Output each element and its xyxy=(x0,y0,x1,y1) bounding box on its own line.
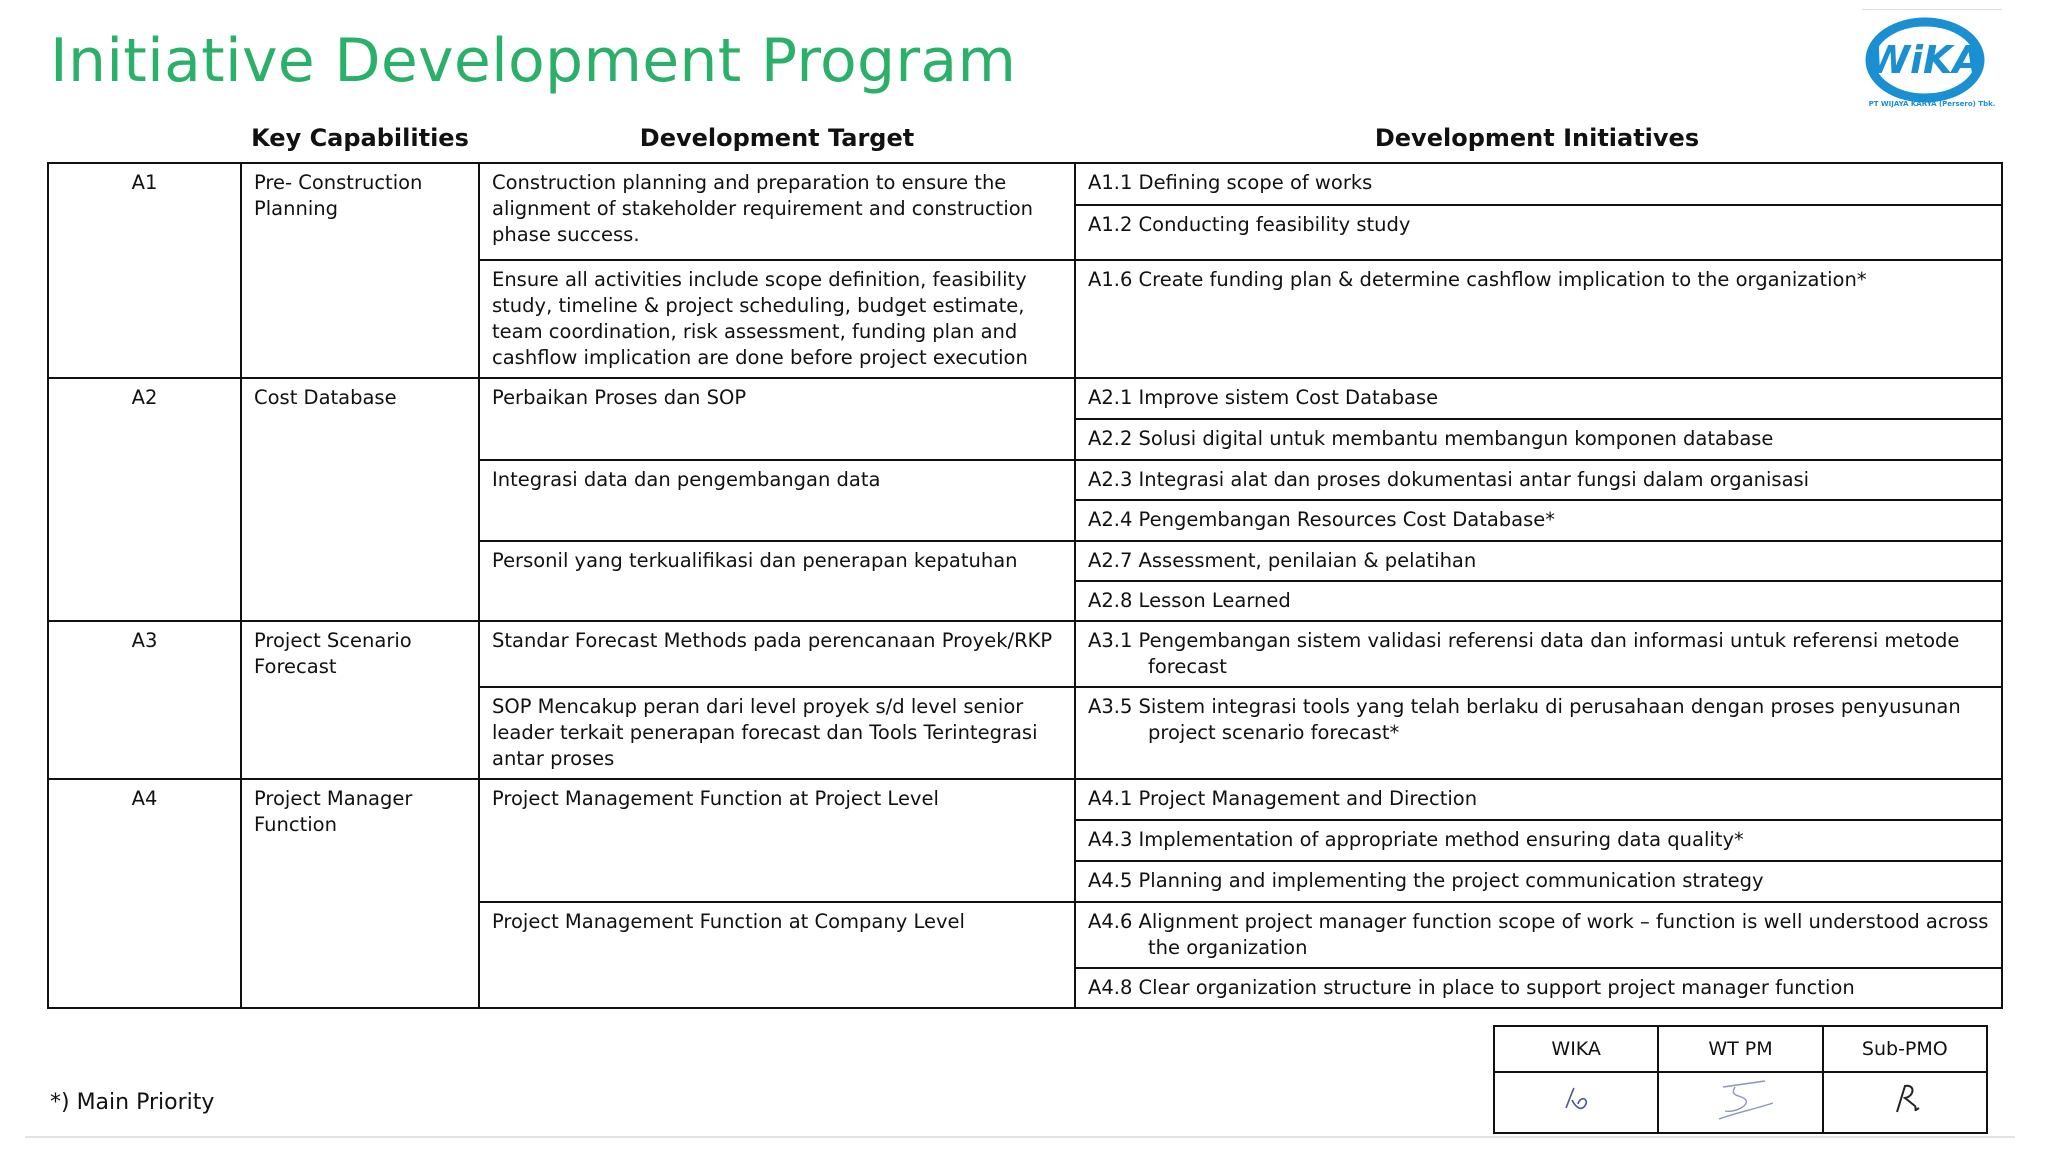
header-development-target: Development Target xyxy=(639,124,915,152)
logo-tagline: PT WIJAYA KARYA (Persero) Tbk. xyxy=(1868,100,1996,108)
row-code: A2 xyxy=(48,378,241,621)
row-target: Project Management Function at Project Level xyxy=(479,779,1075,902)
signature-subpmo xyxy=(1823,1072,1987,1133)
signature-wtpm xyxy=(1658,1072,1822,1133)
initiative-cell xyxy=(1075,687,2002,779)
row-target: Personil yang terkualifikasi dan penerapan kepatuhan xyxy=(479,541,1075,621)
initiative-table xyxy=(47,162,2003,1009)
signoff-subpmo-label: Sub-PMO xyxy=(1823,1026,1987,1072)
row-code: A3 xyxy=(48,621,241,779)
initiative-cell: A4.5 Planning and implementing the project communication strategy xyxy=(1075,861,2002,902)
signoff-signature-row xyxy=(1494,1072,1987,1133)
initiative-cell xyxy=(1075,902,2002,968)
row-target: SOP Mencakup peran dari level proyek s/d level senior leader terkait penerapan forecast dan Tools Terintegrasi antar proses xyxy=(479,687,1075,779)
initiative-cell: A4.3 Implementation of appropriate method ensuring data quality* xyxy=(1075,820,2002,861)
row-capability: Cost Database xyxy=(241,378,479,621)
initiative-cell: A2.1 Improve sistem Cost Database xyxy=(1075,378,2002,419)
row-capability: Project Manager Function xyxy=(241,779,479,1008)
initiative-cell: A4.8 Clear organization structure in place to support project manager function xyxy=(1075,968,2002,1008)
table-row xyxy=(48,621,2002,687)
logo-text: WiKA xyxy=(1868,38,1982,82)
header-key-capabilities: Key Capabilities xyxy=(251,124,469,152)
row-capability: Pre- Construction Planning xyxy=(241,163,479,378)
row-target: Standar Forecast Methods pada perencanaan Proyek/RKP xyxy=(479,621,1075,687)
initiative-text: A3.1 Pengembangan sistem validasi referensi data dan informasi untuk referensi metode forecast xyxy=(1088,629,1960,678)
signature-wika-mark xyxy=(1546,1078,1606,1122)
header-development-initiatives: Development Initiatives xyxy=(1374,124,1700,152)
row-target: Ensure all activities include scope definition, feasibility study, timeline & project scheduling, budget estimate, team coordination, risk assessment, funding plan and cashflow implication are done before project execution xyxy=(479,260,1075,378)
signoff-header-row xyxy=(1494,1026,1987,1072)
footnote: *) Main Priority xyxy=(50,1090,215,1115)
table-row xyxy=(48,779,2002,820)
row-target: Project Management Function at Company Level xyxy=(479,902,1075,1008)
page-title: Initiative Development Program xyxy=(50,26,1017,96)
row-target: Integrasi data dan pengembangan data xyxy=(479,460,1075,541)
initiative-text: A4.6 Alignment project manager function scope of work – function is well understood across the organization xyxy=(1088,910,1989,959)
initiative-text: A3.5 Sistem integrasi tools yang telah berlaku di perusahaan dengan proses penyusunan project scenario forecast* xyxy=(1088,695,1961,744)
row-code: A1 xyxy=(48,163,241,378)
table-row xyxy=(48,378,2002,419)
row-target: Construction planning and preparation to ensure the alignment of stakeholder requirement and construction phase success. xyxy=(479,163,1075,260)
initiative-cell: A1.6 Create funding plan & determine cashflow implication to the organization* xyxy=(1075,260,2002,378)
initiative-cell: A1.1 Defining scope of works xyxy=(1075,163,2002,205)
signature-wika xyxy=(1494,1072,1658,1133)
initiative-cell: A2.7 Assessment, penilaian & pelatihan xyxy=(1075,541,2002,581)
signoff-wika-label: WIKA xyxy=(1494,1026,1658,1072)
footer-rule xyxy=(25,1136,2015,1138)
row-capability: Project Scenario Forecast xyxy=(241,621,479,779)
initiative-cell: A2.2 Solusi digital untuk membantu membangun komponen database xyxy=(1075,419,2002,460)
row-target: Perbaikan Proses dan SOP xyxy=(479,378,1075,460)
initiative-cell: A2.8 Lesson Learned xyxy=(1075,581,2002,621)
signoff-table xyxy=(1493,1025,1988,1134)
signature-wtpm-mark xyxy=(1695,1073,1785,1127)
initiative-cell: A4.1 Project Management and Direction xyxy=(1075,779,2002,820)
initiative-cell: A1.2 Conducting feasibility study xyxy=(1075,205,2002,260)
signature-subpmo-mark xyxy=(1875,1078,1935,1122)
signoff-wtpm-label: WT PM xyxy=(1658,1026,1822,1072)
initiative-cell xyxy=(1075,621,2002,687)
table-row xyxy=(48,163,2002,205)
initiative-cell: A2.3 Integrasi alat dan proses dokumentasi antar fungsi dalam organisasi xyxy=(1075,460,2002,500)
row-code: A4 xyxy=(48,779,241,1008)
initiative-cell: A2.4 Pengembangan Resources Cost Database* xyxy=(1075,500,2002,541)
